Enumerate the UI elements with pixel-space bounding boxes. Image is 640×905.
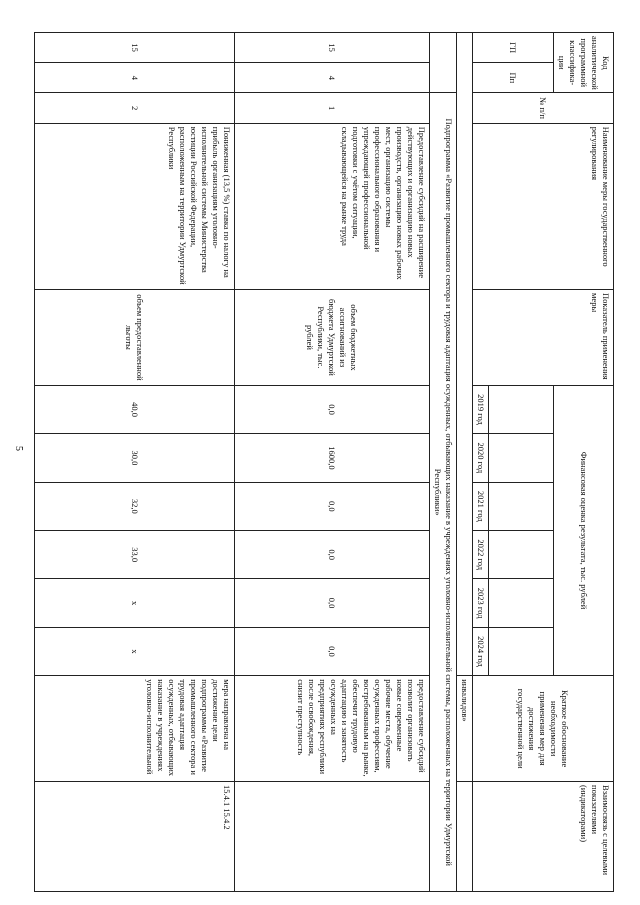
header-pp: Пп — [473, 63, 554, 93]
row-value-2021: 32,0 — [35, 482, 235, 530]
row-pp: 4 — [35, 63, 235, 93]
header-code: Код аналитической программной классифика-ции — [554, 33, 614, 93]
row-gp: 15 — [35, 33, 235, 63]
regulation-measures-table — [34, 32, 614, 892]
row-rationale: предоставление субсидий позволит организовать новые современные рабочие места, обучение осужденных профессиям, востребованным на рынке, обеспечит трудовую адаптацию и занятость осужденных на предприятиях республики после освобождения, снизит преступность — [235, 676, 430, 782]
row-value-2020: 30,0 — [35, 434, 235, 482]
header-gp: ГП — [473, 33, 554, 63]
header-year-spacer — [489, 482, 554, 530]
header-finance: Финансовая оценка результата, тыс. рублей — [554, 385, 614, 675]
header-indicator: Показатель применения меры — [473, 290, 614, 386]
row-name: Предоставление субсидий на расширение действующих и организацию новых производств, организацию новых рабочих мест, организацию системы профессионального образования и упреждающей профессиональной подготовки с учётом ситуации, складывающейся на рынке труда — [235, 123, 430, 289]
table-row — [35, 33, 235, 892]
row-value-2022: 0,0 — [235, 530, 430, 578]
header-year-spacer — [489, 530, 554, 578]
header-year-2023: 2023 год — [473, 579, 489, 627]
row-value-2024: x — [35, 627, 235, 675]
row-num: 2 — [35, 93, 235, 123]
header-year-2019: 2019 год — [473, 385, 489, 433]
row-num: 1 — [235, 93, 430, 123]
subprogram-spacer — [430, 33, 457, 93]
row-value-2024: 0,0 — [235, 627, 430, 675]
row-value-2022: 33,0 — [35, 530, 235, 578]
header-year-2024: 2024 год — [473, 627, 489, 675]
header-name: Наименование меры государственного регулирования — [473, 123, 614, 289]
header-year-2022: 2022 год — [473, 530, 489, 578]
row-name: Пониженная (13,5 %) ставка по налогу на прибыль организациям уголовно-исполнительной системы Министерства юстиции Российской Федерации, расположенным на территории Удмуртской Республики — [35, 123, 235, 289]
page-number: 5 — [13, 446, 24, 451]
row-gp: 15 — [235, 33, 430, 63]
subprogram-title: Подпрограмма «Развитие промышленного сектора и трудовая адаптация осужденных, отбывающих наказание в учреждениях уголовно-исполнительной системы, расположенных на территории Удмуртской Республики» — [430, 93, 457, 892]
row-value-2020: 1600,0 — [235, 434, 430, 482]
row-value-2021: 0,0 — [235, 482, 430, 530]
row-relation: 15.4.1 15.4.2 — [35, 782, 235, 892]
row-value-2023: x — [35, 579, 235, 627]
table-row — [235, 33, 430, 892]
header-year-spacer — [489, 385, 554, 433]
row-value-2019: 40,0 — [35, 385, 235, 433]
header-rationale: Краткое обоснование необходимости применения мер для достижения государственной цели — [473, 676, 614, 782]
row-indicator: объем бюджетных ассигнований из бюджета Удмуртской Республики, тыс. рублей — [235, 290, 430, 386]
header-year-2020: 2020 год — [473, 434, 489, 482]
prev-row-empty — [457, 782, 473, 892]
prev-row-spacer — [457, 33, 473, 676]
row-rationale: мера направлена на достижение цели подпрограммы «Развитие промышленного сектора и трудовая адаптация осужденных, отбывающих наказание в учреждениях уголовно-исполнительной — [35, 676, 235, 782]
header-year-2021: 2021 год — [473, 482, 489, 530]
rotated-table-container — [54, 32, 614, 892]
header-year-spacer — [489, 579, 554, 627]
header-num: № п/п — [473, 93, 614, 123]
row-value-2019: 0,0 — [235, 385, 430, 433]
header-year-spacer — [489, 627, 554, 675]
row-relation — [235, 782, 430, 892]
row-pp: 4 — [235, 63, 430, 93]
row-indicator: объем предоставленной льготы — [35, 290, 235, 386]
prev-row-tail: инвалидов» — [457, 676, 473, 782]
row-value-2023: 0,0 — [235, 579, 430, 627]
header-relation: Взаимосвязь с целевыми показателями (индикаторами) — [473, 782, 614, 892]
header-year-spacer — [489, 434, 554, 482]
